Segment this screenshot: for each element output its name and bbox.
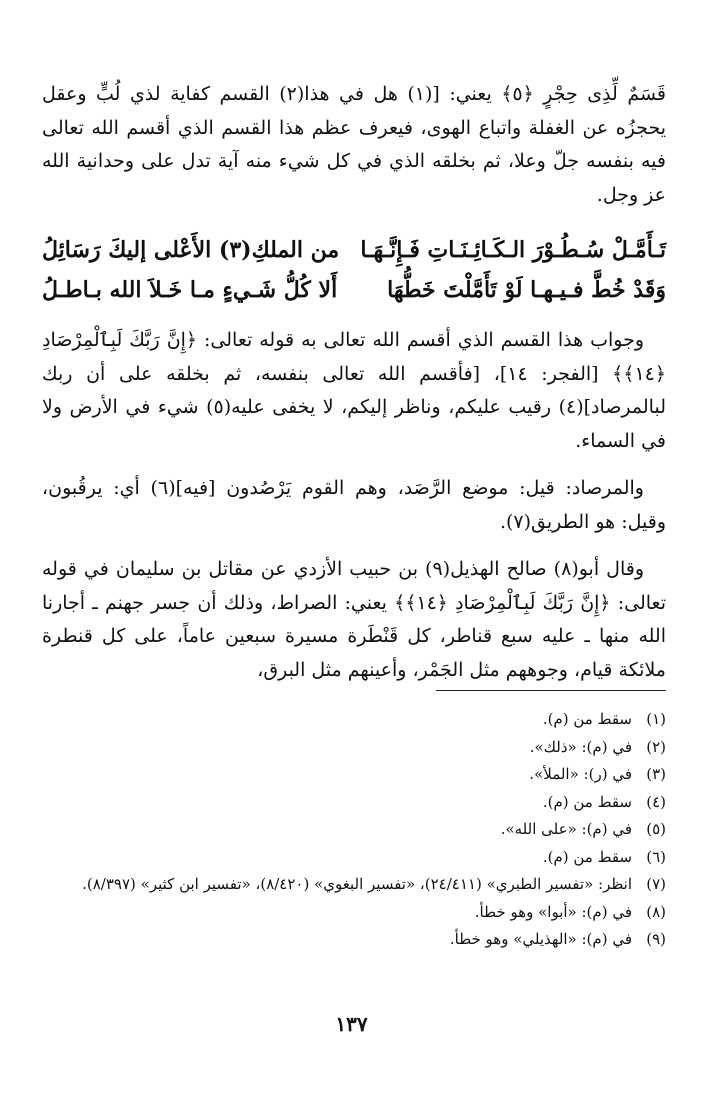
poem-line-1-first-hemistich: تَـأَمَّـلْ سُـطُـوْرَ الـكَـائِـنَـاتِ فَـإِنَّـهَـا <box>360 237 666 263</box>
paragraph-2: وجواب هذا القسم الذي أقسم الله تعالى به قوله تعالى: ﴿إِنَّ رَبَّكَ لَبِٱلْمِرْصَادِ ﴿١٤﴾﴾ [الفجر: ١٤]، [فأقسم الله تعالى بنفسه، ثم بخلقه على أن ربك لبالمرصاد](٤) رقيب عليكم، وناظر إليكم، لا يخفى عليه(٥) شيء في الأرض ولا في السماء. <box>42 329 667 452</box>
footnote-7 <box>42 871 666 899</box>
paragraph-1: قَسَمٌ لِّذِى حِجْرٍ ﴿٥﴾ يعني: [(١) هل في هذا(٢) القسم كفاية لذي لُبٍّ وعقل يحجزُه عن الغفلة واتباع الهوى، فيعرف عظم هذا القسم الذي أقسم الله تعالى فيه بنفسه جلّ وعلا، ثم بخلقه الذي في كل شيء منه آية تدل على وحدانية الله عز وجل. <box>42 83 667 206</box>
footnote-number: (٥) <box>646 820 666 838</box>
footnote-4 <box>42 789 666 817</box>
poem-verse <box>42 230 666 310</box>
main-text <box>42 78 666 687</box>
footnote-number: (٨) <box>646 902 666 921</box>
poem-line-2-first-hemistich: وَقَدْ خُطَّ فـيـهـا لَوْ تَأَمَّلْتَ خَطُّهَا <box>387 277 666 303</box>
footnote-9 <box>42 926 666 954</box>
footnote-text: سقط من (م). <box>542 792 632 811</box>
footnote-text: في (م): «أبوا» وهو خطأ. <box>474 902 632 921</box>
footnote-number: (٢) <box>646 737 666 756</box>
page-number: ١٣٧ <box>335 1012 368 1036</box>
paragraph-4: وقال أبو(٨) صالح الهذيل(٩) بن حبيب الأزدي عن مقاتل بن سليمان في قوله تعالى: ﴿إِنَّ رَبَّكَ لَبِٱلْمِرْصَادِ ﴿١٤﴾﴾ يعني: الصراط، وذلك أن جسر جهنم ـ أجارنا الله منها ـ عليه سبع قناطر، كل قَنْطَرة مسيرة سبعين عاماً، على كل قنطرة ملائكة قيام، وجوههم مثل الجَمْر، وأعينهم مثل البرق، <box>42 558 666 681</box>
footnote-3 <box>42 761 666 789</box>
footnote-divider <box>436 690 666 691</box>
footnote-number: (٣) <box>646 765 666 783</box>
footnote-number: (٩) <box>646 930 666 948</box>
footnotes <box>42 706 666 954</box>
poem-line-1 <box>42 230 666 270</box>
footnote-8 <box>42 899 666 927</box>
footnote-text: في (م): «ذلك». <box>529 737 632 756</box>
footnote-text: سقط من (م). <box>542 710 632 728</box>
footnote-5 <box>42 816 666 844</box>
footnote-text: في (م): «الهذيلي» وهو خطأ. <box>449 930 632 948</box>
footnote-number: (٤) <box>646 792 666 811</box>
paragraph-3: والمرصاد: قيل: موضع الرَّصَد، وهم القوم يَرْصُدون [فيه](٦) أي: يرقُبون، وقيل: هو الطريق(٧). <box>42 477 666 533</box>
footnote-text: في (ر): «الملأ». <box>529 765 632 783</box>
footnote-text: سقط من (م). <box>542 847 632 866</box>
footnote-number: (١) <box>646 710 666 728</box>
footnote-number: (٧) <box>646 875 666 893</box>
footnote-number: (٦) <box>646 847 666 866</box>
footnote-2 <box>42 734 666 762</box>
poem-line-2-second-hemistich: أَلا كُلُّ شَـيءٍ مـا خَـلاَ الله بـاطـلُ <box>42 277 338 303</box>
footnote-1 <box>42 706 666 734</box>
footnote-6 <box>42 844 666 872</box>
footnote-text: انظر: «تفسير الطبري» (٢٤/٤١١)، «تفسير البغوي» (٨/٤٢٠)، «تفسير ابن كثير» (٨/٣٩٧). <box>82 875 632 893</box>
footnote-text: في (م): «على الله». <box>500 820 632 838</box>
poem-line-2 <box>42 270 666 310</box>
poem-line-1-second-hemistich: من الملكِ(٣) الأَعْلى إليكَ رَسَائِلُ <box>42 237 340 263</box>
